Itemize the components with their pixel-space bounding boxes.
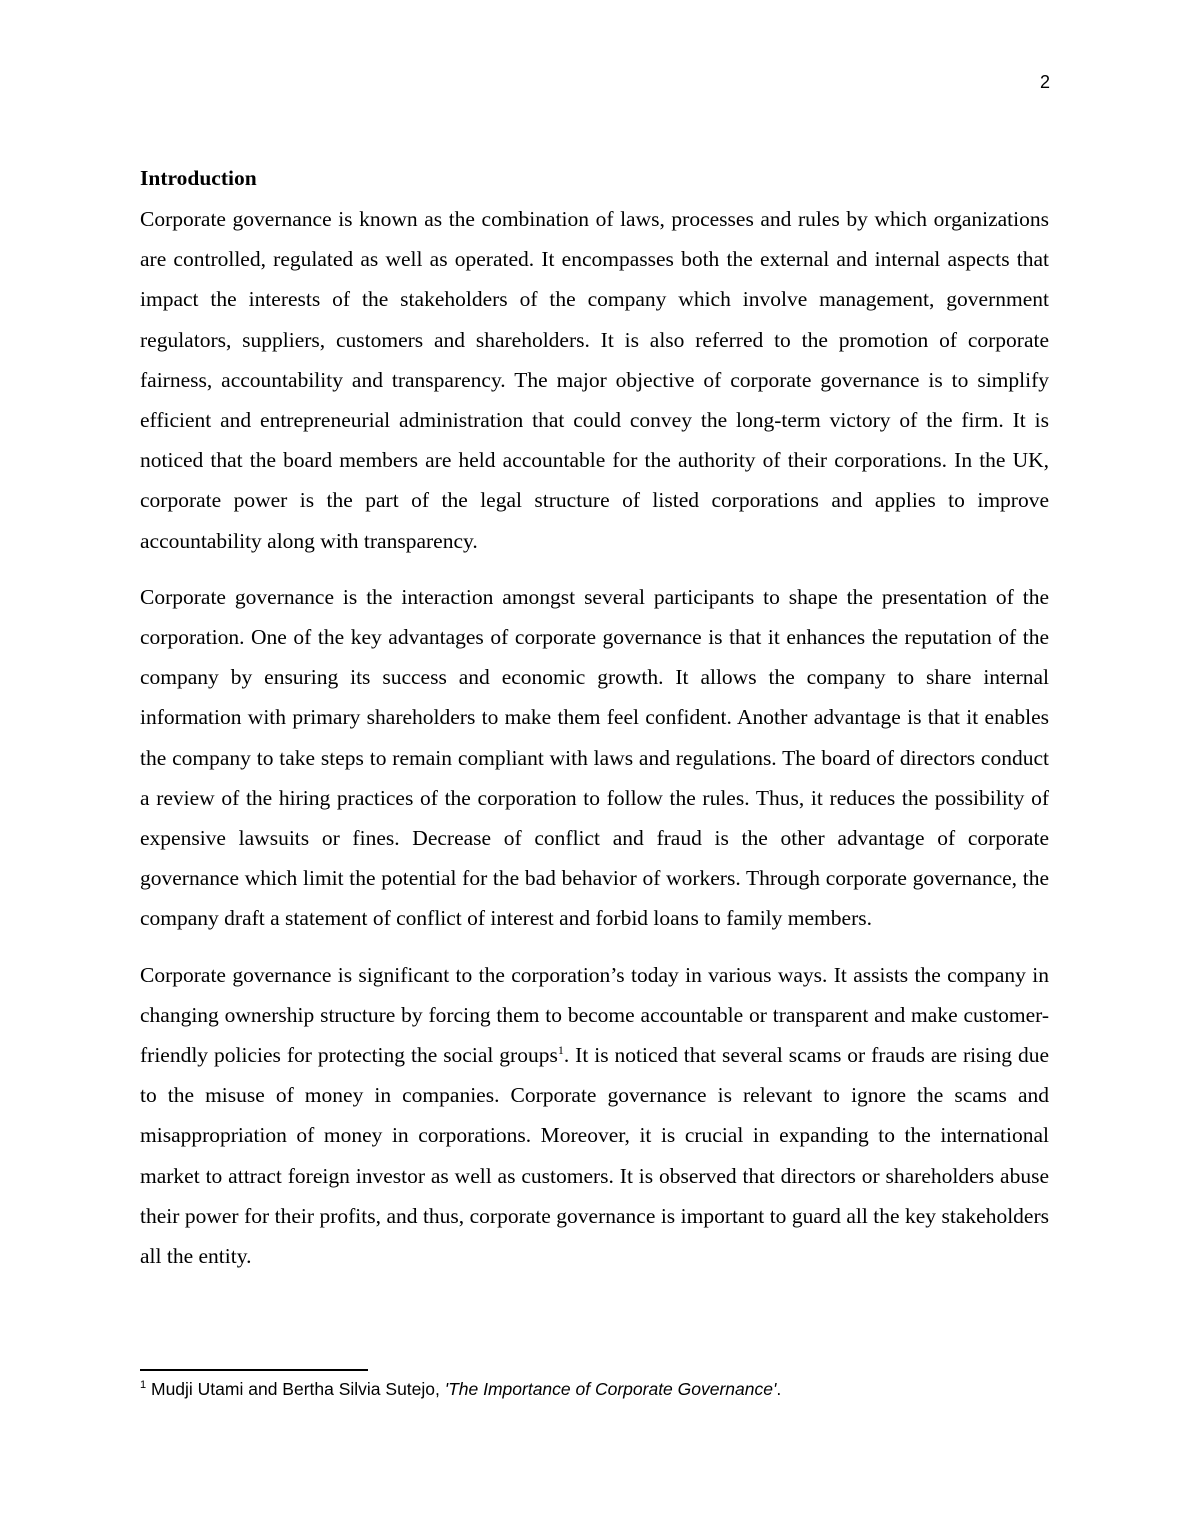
paragraph-1: Corporate governance is known as the combination of laws, processes and rules by which organizations are controlled, regulated as well as operated. It encompasses both the external and internal aspects that impact the interests of the stakeholders of the company which involve management, government regulators, suppliers, customers and shareholders. It is also referred to the promotion of corporate fairness, accountability and transparency. The major objective of corporate governance is to simplify efficient and entrepreneurial administration that could convey the long-term victory of the firm. It is noticed that the board members are held accountable for the authority of their corporations. In the UK, corporate power is the part of the legal structure of listed corporations and applies to improve accountability along with transparency. [140, 207, 1049, 553]
section-heading: Introduction [140, 166, 257, 190]
paragraph-3 [140, 955, 1049, 1277]
paragraph-3-text-after-ref: . It is noticed that several scams or frauds are rising due to the misuse of money in companies. Corporate governance is relevant to ignore the scams and misappropriation of money in corporations. Moreover, it is crucial in expanding to the international market to attract foreign investor as well as customers. It is observed that directors or shareholders abuse their power for their profits, and thus, corporate governance is important to guard all the key stakeholders all the entity. [140, 1043, 1049, 1269]
footnote-title: 'The Importance of Corporate Governance' [444, 1379, 777, 1399]
footnote-separator [140, 1369, 368, 1371]
footnote-mark: 1 [140, 1379, 147, 1392]
document-body [140, 163, 1049, 1292]
footnote-reference-mark[interactable]: 1 [557, 1042, 564, 1057]
paragraph-2: Corporate governance is the interaction amongst several participants to shape the presentation of the corporation. One of the key advantages of corporate governance is that it enhances the reputation of the company by ensuring its success and economic growth. It allows the company to share internal information with primary shareholders to make them feel confident. Another advantage is that it enables the company to take steps to remain compliant with laws and regulations. The board of directors conduct a review of the hiring practices of the corporation to follow the rules. Thus, it reduces the possibility of expensive lawsuits or fines. Decrease of conflict and fraud is the other advantage of corporate governance which limit the potential for the bad behavior of workers. Through corporate governance, the company draft a statement of conflict of interest and forbid loans to family members. [140, 584, 1049, 931]
footnote-end: . [776, 1379, 782, 1399]
footnote [140, 1376, 1049, 1402]
page-number: 2 [1039, 72, 1050, 92]
paragraph-3-text-before-ref: Corporate governance is significant to the corporation’s today in various ways. It assists the company in changing ownership structure by forcing them to become accountable or transparent and make customer-friendly policies for protecting the social groups [140, 962, 1049, 1068]
footnote-authors: Mudji Utami and Bertha Silvia Sutejo, [146, 1379, 445, 1399]
